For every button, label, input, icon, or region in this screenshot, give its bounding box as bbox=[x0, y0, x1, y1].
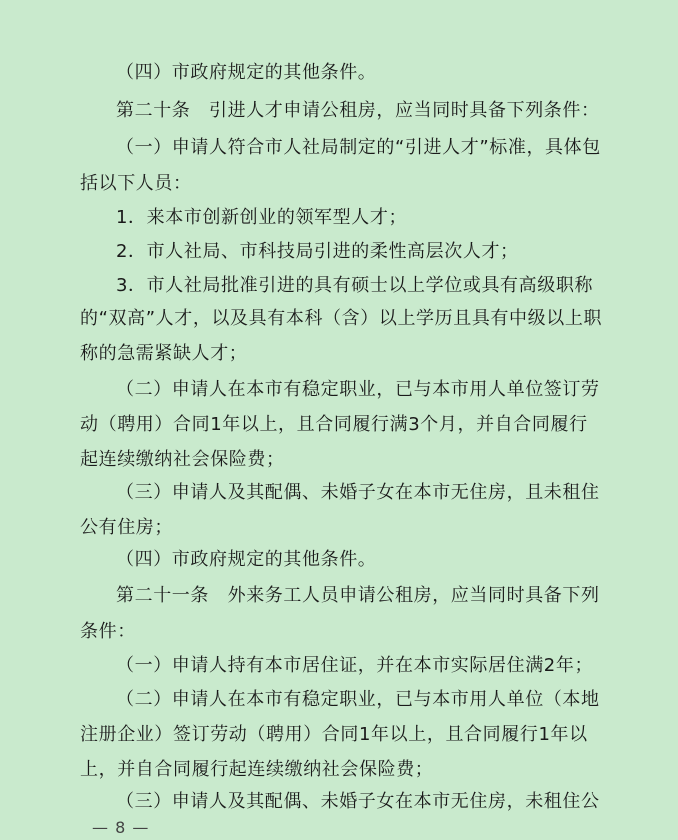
text-line: 括以下人员： bbox=[80, 173, 192, 194]
text-line: （三）申请人及其配偶、未婚子女在本市无住房，且未租住 bbox=[116, 482, 600, 503]
text-line: 称的急需紧缺人才； bbox=[80, 343, 248, 364]
list-item: 2．市人社局、市科技局引进的柔性高层次人才； bbox=[116, 241, 519, 262]
article-heading: 第二十一条 外来务工人员申请公租房，应当同时具备下列 bbox=[116, 585, 600, 606]
text-line: （一）申请人持有本市居住证，并在本市实际居住满2年； bbox=[116, 655, 594, 676]
text-line: 公有住房； bbox=[80, 517, 173, 538]
text-line: （四）市政府规定的其他条件。 bbox=[116, 549, 377, 570]
text-line: （二）申请人在本市有稳定职业，已与本市用人单位（本地 bbox=[116, 689, 600, 710]
list-item: 1．来本市创新创业的领军型人才； bbox=[116, 207, 408, 228]
text-line: （四）市政府规定的其他条件。 bbox=[116, 62, 377, 83]
article-heading: 第二十条 引进人才申请公租房，应当同时具备下列条件： bbox=[116, 100, 600, 121]
text-line: 上，并自合同履行起连续缴纳社会保险费； bbox=[80, 759, 434, 780]
text-line: 动（聘用）合同1年以上，且合同履行满3个月，并自合同履行 bbox=[80, 414, 588, 435]
text-line: （三）申请人及其配偶、未婚子女在本市无住房，未租住公 bbox=[116, 791, 600, 812]
text-line: 条件： bbox=[80, 621, 136, 642]
text-line: （二）申请人在本市有稳定职业，已与本市用人单位签订劳 bbox=[116, 379, 600, 400]
text-line: 注册企业）签订劳动（聘用）合同1年以上，且合同履行1年以 bbox=[80, 724, 588, 745]
text-line: 的“双高”人才，以及具有本科（含）以上学历且具有中级以上职 bbox=[80, 308, 603, 329]
text-line: （一）申请人符合市人社局制定的“引进人才”标准，具体包 bbox=[116, 137, 601, 158]
page-number: — 8 — bbox=[92, 818, 150, 837]
list-item: 3．市人社局批准引进的具有硕士以上学位或具有高级职称 bbox=[116, 275, 594, 296]
text-line: 起连续缴纳社会保险费； bbox=[80, 449, 285, 470]
